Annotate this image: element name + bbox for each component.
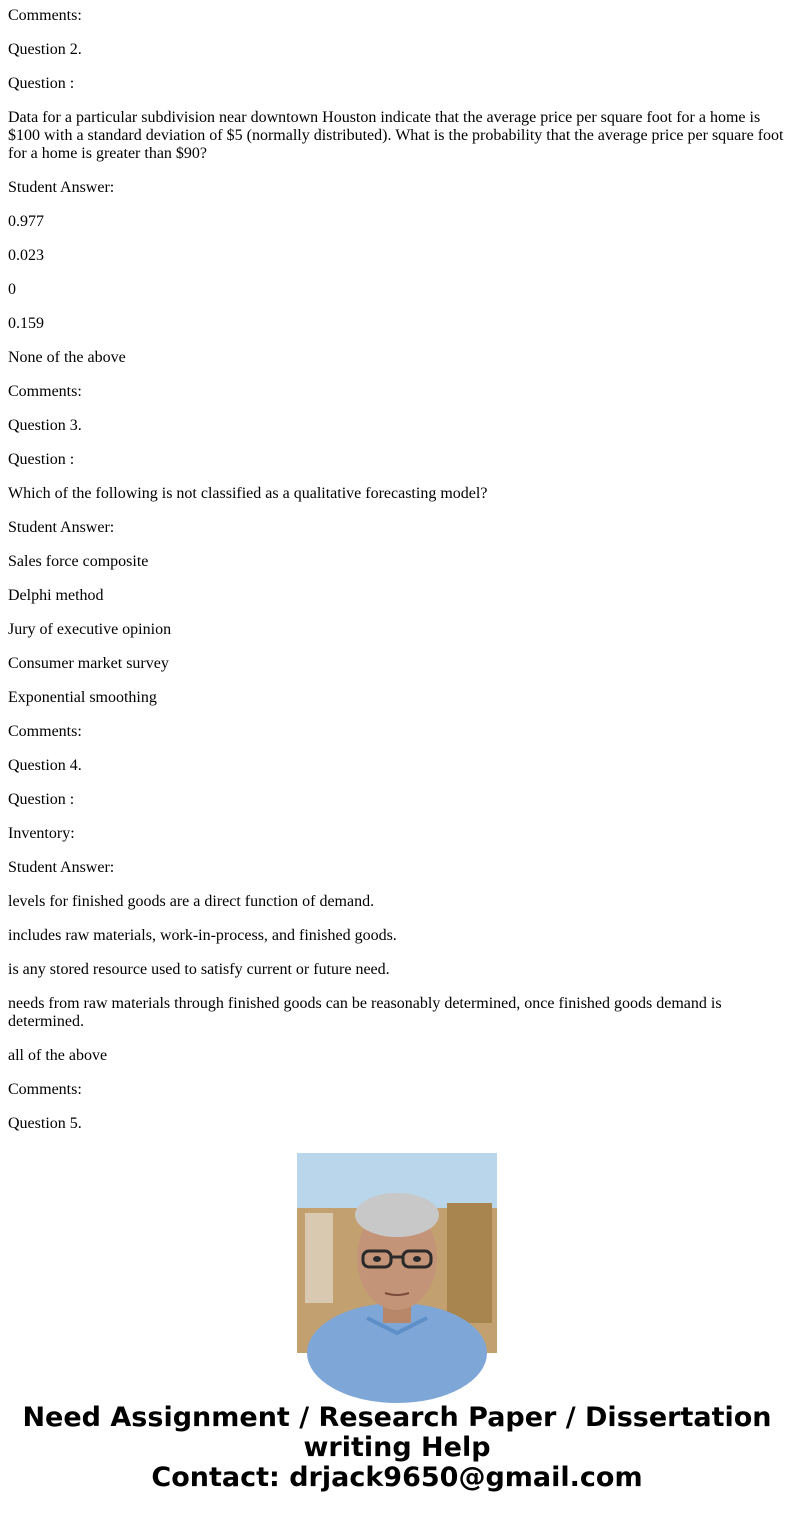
answer-option: Sales force composite (8, 553, 149, 570)
answer-option: all of the above (8, 1047, 108, 1064)
question-text: Which of the following is not classified as a qualitative forecasting model? (8, 485, 488, 502)
promo-subheadline: writing Help (303, 1432, 491, 1463)
portrait-illustration (297, 1153, 497, 1353)
question-text: Inventory: (8, 825, 75, 842)
question-label: Question : (8, 75, 75, 92)
answer-option: 0.159 (8, 315, 44, 332)
question-number: Question 2. (8, 41, 82, 58)
answer-option: Jury of executive opinion (8, 621, 172, 638)
answer-option: 0 (8, 281, 16, 298)
student-answer-label: Student Answer: (8, 859, 115, 876)
answer-option: None of the above (8, 349, 126, 366)
answer-option: Consumer market survey (8, 655, 169, 672)
student-answer-label: Student Answer: (8, 179, 115, 196)
comments-label: Comments: (8, 7, 82, 24)
contact-email: Contact: drjack9650@gmail.com (151, 1462, 643, 1493)
answer-option: 0.977 (8, 213, 44, 230)
answer-option: Exponential smoothing (8, 689, 157, 706)
question-number: Question 4. (8, 757, 82, 774)
author-photo (297, 1153, 497, 1353)
comments-label: Comments: (8, 383, 82, 400)
question-number: Question 5. (8, 1115, 82, 1132)
comments-label: Comments: (8, 1081, 82, 1098)
contact-banner (0, 1403, 794, 1493)
question-text: Data for a particular subdivision near downtown Houston indicate that the average price per square foot for a home is $100 with a standard deviation of $5 (normally distributed). What is the probability that the average price per square foot for a home is greater than $90? (8, 109, 784, 162)
student-answer-label: Student Answer: (8, 519, 115, 536)
answer-option: includes raw materials, work-in-process, and finished goods. (8, 927, 397, 944)
promo-headline: Need Assignment / Research Paper / Dissertation (22, 1402, 772, 1433)
comments-label: Comments: (8, 723, 82, 740)
answer-option: levels for finished goods are a direct function of demand. (8, 893, 375, 910)
question-label: Question : (8, 791, 75, 808)
question-label: Question : (8, 451, 75, 468)
answer-option: 0.023 (8, 247, 44, 264)
answer-option: Delphi method (8, 587, 104, 604)
answer-option: needs from raw materials through finished goods can be reasonably determined, once finished goods demand is determined. (8, 995, 722, 1030)
answer-option: is any stored resource used to satisfy current or future need. (8, 961, 390, 978)
question-number: Question 3. (8, 417, 82, 434)
